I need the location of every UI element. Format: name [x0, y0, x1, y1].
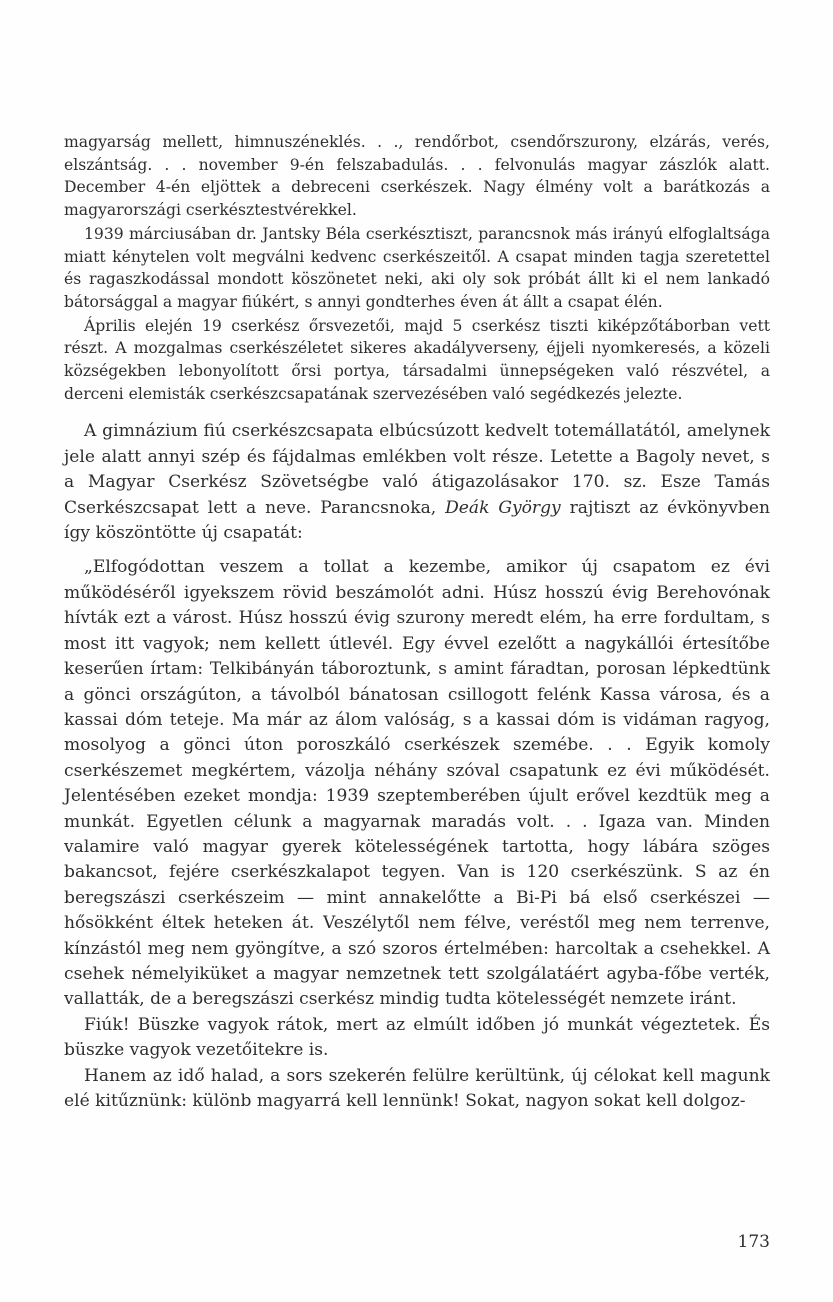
paragraph-7: Hanem az idő halad, a sors szekerén felülre kerültünk, új célokat kell magunk elé kitűznünk: különb magyarrá kell lennünk! Sokat, nagyon sokat kell dolgoz- — [64, 1065, 770, 1111]
paragraph-4 — [64, 419, 770, 546]
paragraph-1: magyarság mellett, himnuszéneklés. . ., rendőrbot, csendőrszurony, elzárás, verés, elszántság. . . november 9-én felszabadulás. . . felvonulás magyar zászlók alatt. December 4-én eljöttek a debreceni cserkészek. Nagy élmény volt a barátkozás a magyarországi cserkésztestvérekkel. — [64, 133, 770, 220]
paragraph-3: Április elején 19 cserkész őrsvezetői, majd 5 cserkész tiszti kiképzőtáborban vett részt. A mozgalmas cserkészéletet sikeres akadályverseny, éjjeli nyomkeresés, a közeli községekben lebonyolított őrsi portya, társadalmi ünnepségeken való részvétel, a derceni elemisták cserkészcsapatának szervezésében való segédkezés jelezte. — [64, 316, 770, 403]
body-text — [64, 131, 770, 1114]
paragraph-4-text-b: rajtiszt az évkönyvben így köszöntötte új csapatát: — [64, 497, 770, 544]
paragraph-4-text-a: A gimnázium fiú cserkészcsapata elbúcsúzott kedvelt totemállatától, amelynek jele alatt annyi szép és fájdalmas emlékben volt része. Letette a Bagoly nevet, s a Magyar Cserkész Szövetségbe való átigazolásakor 170. sz. Esze Tamás Cserkészcsapat lett a neve. Parancsnoka, — [64, 421, 770, 518]
page-number: 173 — [737, 1232, 770, 1252]
paragraph-5-quote: „Elfogódottan veszem a tollat a kezembe, amikor új csapatom ez évi működéséről igyekszem rövid beszámolót adni. Húsz hosszú évig Berehovónak hívták ezt a várost. Húsz hosszú évig szurony meredt elém, ha erre fordultam, s most itt vagyok; nem kellett útlevél. Egy évvel ezelőtt a nagykállói értesítőbe keserűen írtam: Telkibányán táboroztunk, s amint fáradtan, porosan lépkedtünk a gönci országúton, a távolból bánatosan csillogott felénk Kassa városa, és a kassai dóm teteje. Ma már az álom valóság, s a kassai dóm is vidáman ragyog, mosolyog a gönci úton poroszkáló cserkészek szemébe. . . Egyik komoly cserkészemet megkértem, vázolja néhány szóval csapatunk ez évi működését. Jelentésében ezeket mondja: 1939 szeptemberében újult erővel kezdtük meg a munkát. Egyetlen célunk a magyarnak maradás volt. . . Igaza van. Minden valamire való magyar gyerek kötelességének tartotta, hogy lábára szöges bakancsot, fejére cserkészkalapot tegyen. Van is 120 cserkészünk. S az én beregszászi cserkészeim — mint annakelőtte a Bi-Pi bá első cserkészei — hősökként éltek heteken át. Veszélytől nem félve, veréstől meg nem terrenve, kínzástól meg nem gyöngítve, a szó szoros értelmében: harcoltak a csehekkel. A csehek némelyiküket a magyar nemzetnek tett szolgálatáért agyba-főbe verték, vallatták, de a beregszászi cserkész mindig tudta kötelességét nemzete iránt. — [64, 557, 770, 1010]
paragraph-2: 1939 márciusában dr. Jantsky Béla cserkésztiszt, parancsnok más irányú elfoglaltsága miatt kénytelen volt megválni kedvenc cserkészeitől. A csapat minden tagja szeretettel és ragaszkodással mondott köszönetet neki, aki oly sok próbát állt ki el nem lankadó bátorsággal a magyar fiúkért, s annyi gondterhes éven át állt a csapat élén. — [64, 224, 770, 311]
commander-name: Deák György — [445, 497, 561, 518]
paragraph-6: Fiúk! Büszke vagyok rátok, mert az elmúlt időben jó munkát végeztetek. És büszke vagyok vezetőitekre is. — [64, 1014, 770, 1061]
